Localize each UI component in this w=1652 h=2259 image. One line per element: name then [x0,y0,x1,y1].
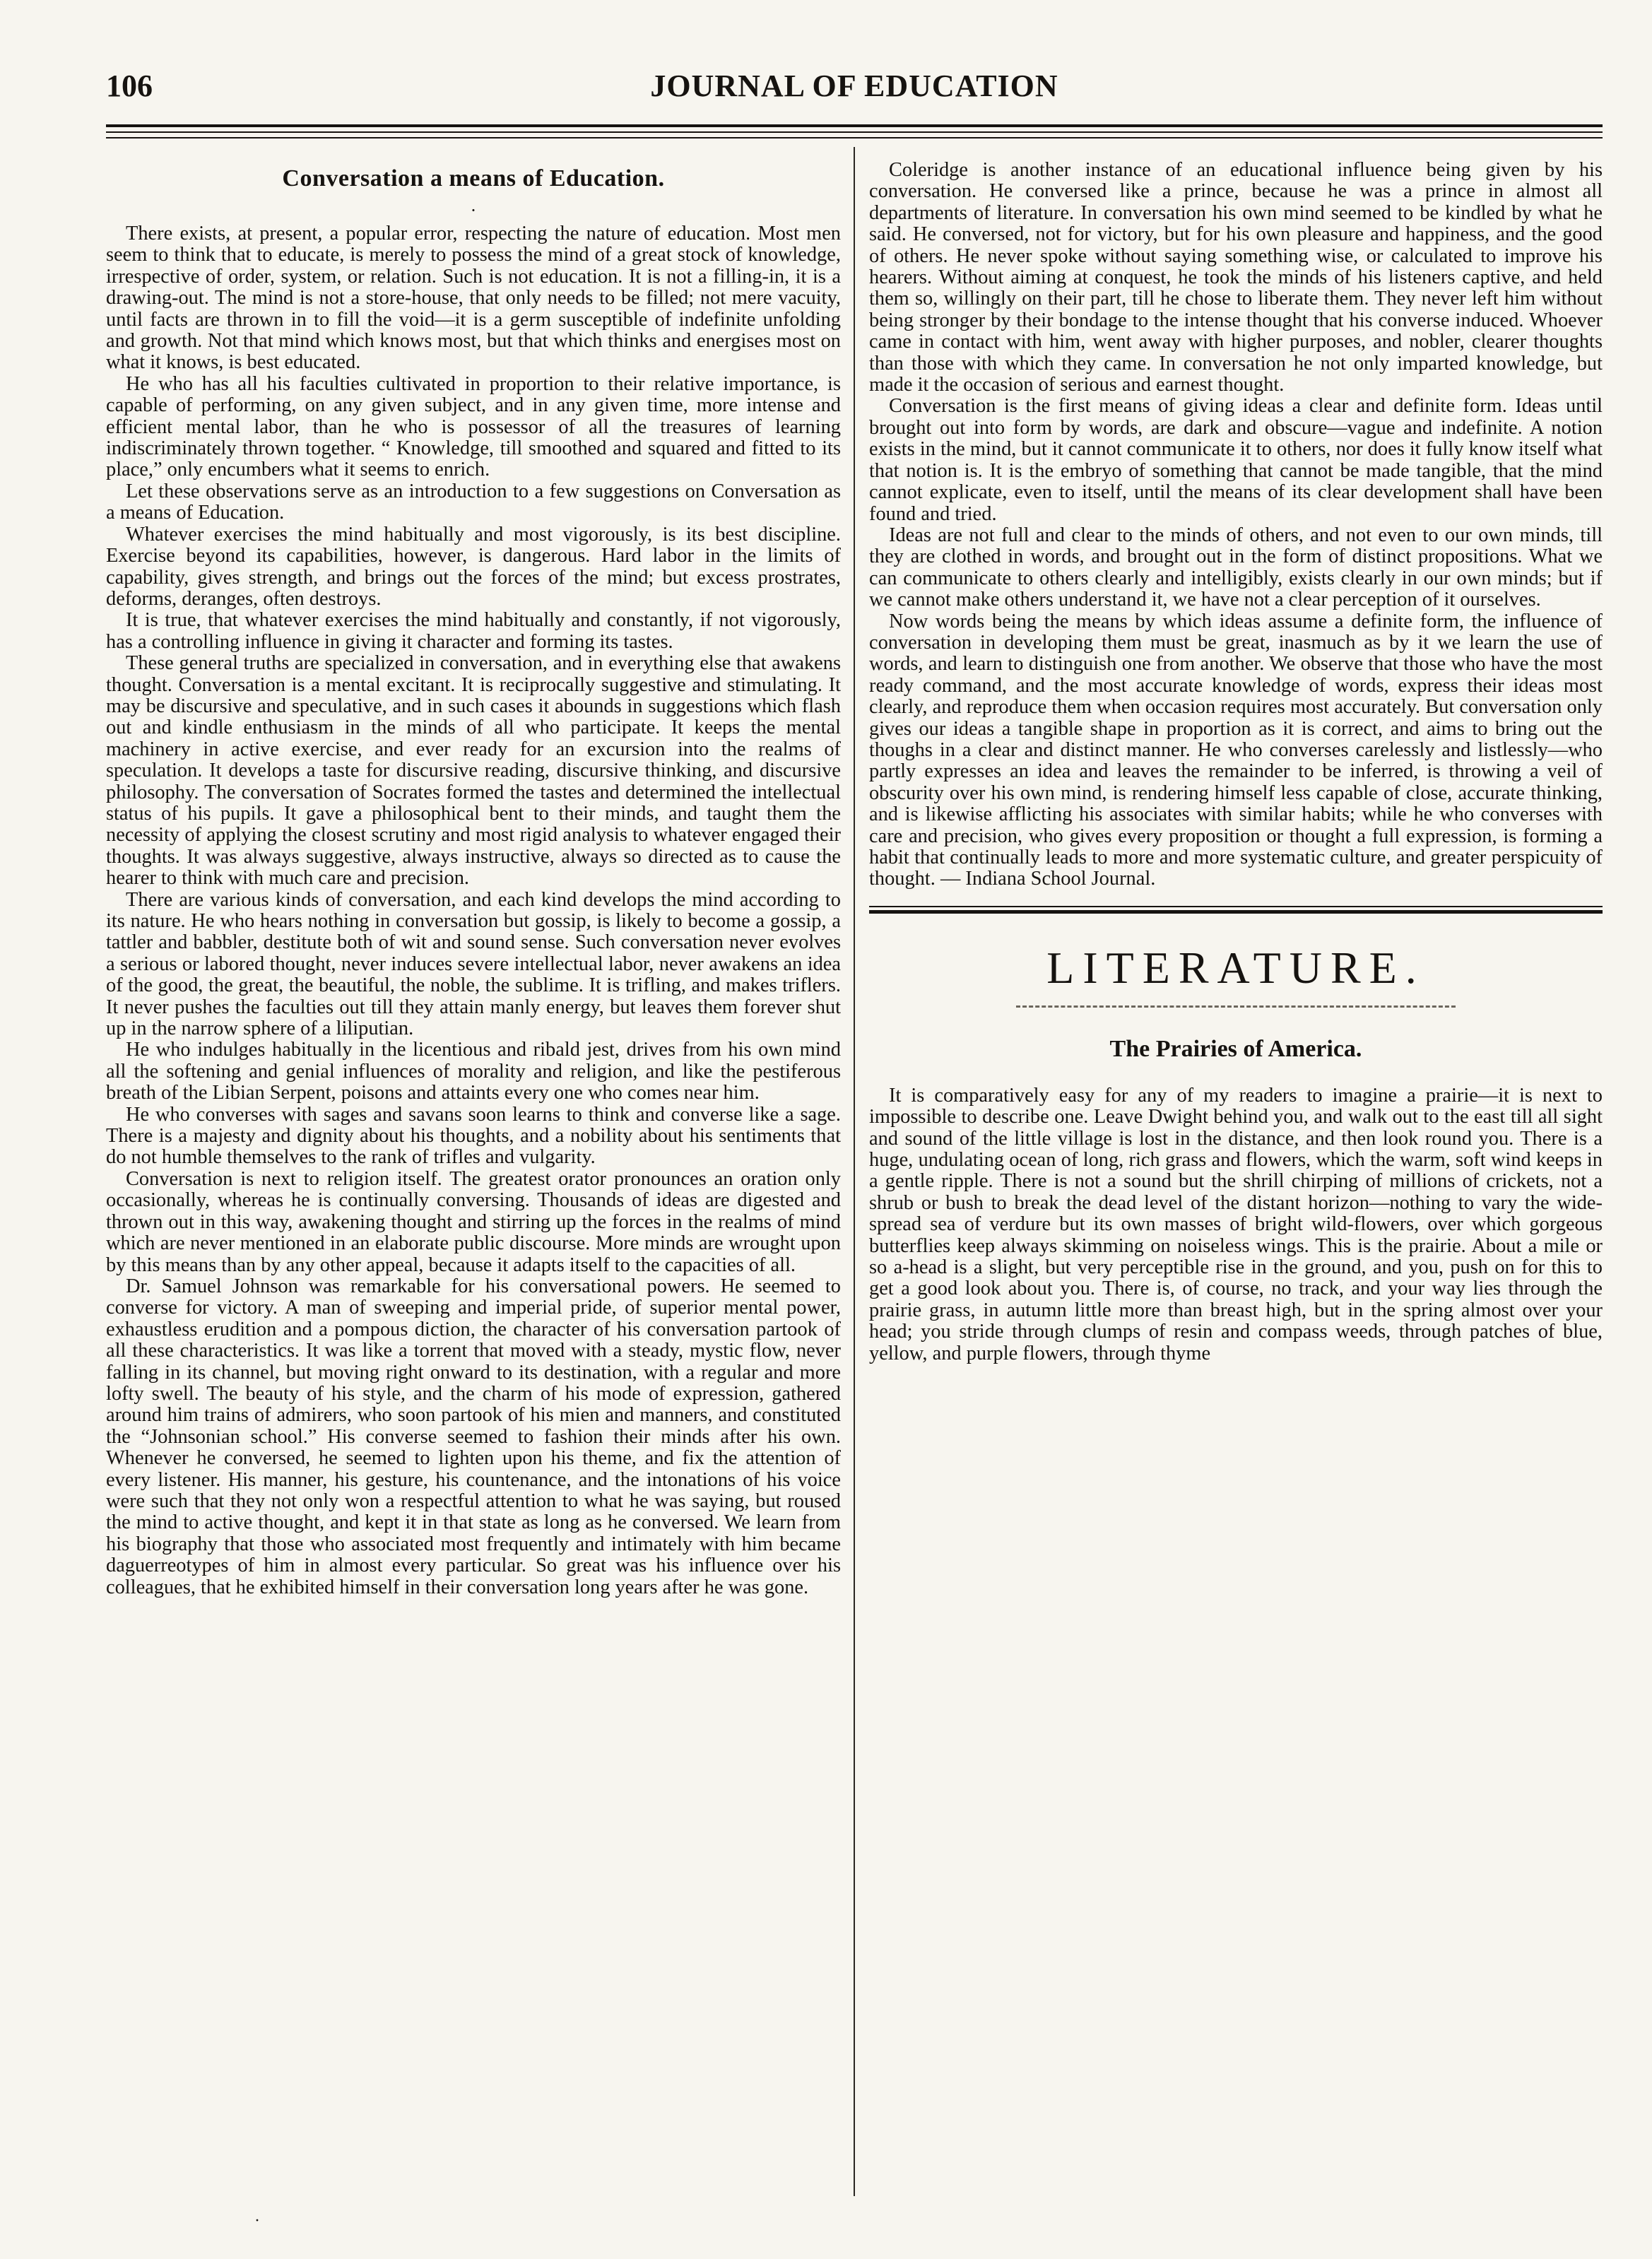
article-paragraph: Conversation is next to religion itself. The greatest orator pronounces an oration only occasionally, whereas he is continually conversing. Thousands of ideas are digested and thrown out in this way, awakening thought and stirring up the forces in the realms of mind which are never mentioned in an elaborate public discourse. More minds are wrought upon by this means than by any other appeal, because it adapts itself to the capacities of all. [106,1167,841,1276]
journal-page [106,68,1603,2216]
article-paragraph: He who converses with sages and savans soon learns to think and converse like a sage. There is a majesty and dignity about his thoughts, and a nobility about his sentiments that do not humble themselves to the rank of trifles and vulgarity. [106,1103,841,1169]
header-rule [106,124,1603,127]
article-paragraph: Conversation is the first means of giving ideas a clear and definite form. Ideas until brought out into form by words, are dark and obscure—vague and indefinite. A notion exists in the mind, but it cannot communicate it to others, nor does it fully know itself what that notion is. It is the embryo of something that cannot be made tangible, that the mind cannot explicate, even to itself, until the means of its clear development shall have been found and tried. [869,395,1603,525]
header-rule [106,131,1603,133]
right-column [869,160,1603,2195]
article-paragraph: Whatever exercises the mind habitually and most vigorously, is its best discipline. Exercise beyond its capabilities, however, is dangerous. Hard labor in the limits of capability, gives strength, and brings out the forces of the mind; but excess prostrates, deforms, deranges, often destroys. [106,523,841,610]
article-paragraph: These general truths are specialized in conversation, and in everything else that awakens thought. Conversation is a mental excitant. It is reciprocally suggestive and stimulating. It may be discursive and speculative, and in such cases it abounds in suggestions which flash out and kindle enthusiasm in the minds of all who participate. It keeps the mental machinery in active exercise, and ever ready for an excursion into the realms of speculation. It develops a taste for discursive reading, discursive thinking, and discursive philosophy. The conversation of Socrates formed the tastes and determined the intellectual status of his pupils. It gave a philosophical bent to their minds, and taught them the necessity of applying the closest scrutiny and most rigid analysis to whatever engaged their thoughts. It was always suggestive, always instructive, always so directed as to cause the hearer to think with much care and precision. [106,652,841,890]
article-paragraph: Dr. Samuel Johnson was remarkable for his conversational powers. He seemed to converse for victory. A man of sweeping and imperial pride, of superior mental power, exhaustless erudition and a pompous diction, the character of his conversation partook of all these characteristics. It was like a torrent that moved with a steady, mystic flow, never falling in its channel, but moving right onward to its destination, with a regular and more lofty swell. The beauty of his style, and the charm of his mode of expression, gathered around him trains of admirers, who soon partook of his mien and manners, and constituted the “Johnsonian school.” His converse seemed to fashion their minds after his own. Whenever he conversed, he seemed to lighten upon his theme, and fix the attention of every listener. His manner, his gesture, his countenance, and the intonations of his voice were such that they not only won a respectful attention to what he was saying, but roused the mind to active thought, and kept it in that state as long as he conversed. We learn from his biography that those who associated most frequently and intimately with him became daguerreotypes of him in almost every particular. So great was his influence over his colleagues, that he exhibited himself in their conversation long years after he was gone. [106,1275,841,1598]
article-title: Conversation a means of Education. [282,165,665,191]
article-paragraph: It is comparatively easy for any of my readers to imagine a prairie—it is next to impossible to describe one. Leave Dwight behind you, and walk out to the east till all sight and sound of the little village is lost in the distance, and then look round you. There is a huge, undulating ocean of long, rich grass and flowers, which the warm, soft wind keeps in a gentle ripple. There is not a sound but the shrill chirping of millions of crickets, not a shrub or bush to break the dead level of the distant horizon—nothing to vary the wide-spread sea of verdure but its own masses of bright wild-flowers, over which gorgeous butterflies keep always skimming on noiseless wings. This is the prairie. About a mile or so a-head is a slight, but very perceptible rise in the ground, and you, push on for this to get a good look about you. There is, of course, no track, and your way lies through the prairie grass, in autumn little more than breast high, but in the spring almost over your head; you stride through clumps of resin and compass weeds, through patches of blue, yellow, and purple flowers, through thyme [869,1084,1603,1364]
article-title: The Prairies of America. [1109,1035,1362,1062]
article-paragraph: There are various kinds of conversation, and each kind develops the mind according to its nature. He who hears nothing in conversation but gossip, is likely to become a gossip, a tattler and babbler, destitute both of wit and sound sense. Such conversation never evolves a serious or labored thought, never induces severe intellectual labor, never awakens an idea of the good, the great, the beautiful, the noble, the sublime. It is trifling, and makes triflers. It never pushes the faculties out till they attain manly energy, but leaves them forever shut up in the narrow sphere of a liliputian. [106,888,841,1040]
article-paragraph: It is true, that whatever exercises the mind habitually and constantly, if not vigorously, has a controlling influence in giving it character and forming its tastes. [106,609,841,653]
article-paragraph: He who has all his faculties cultivated in proportion to their relative importance, is capable of performing, on any given subject, and in any given time, more intense and efficient mental labor, than he who is possessor of all the treasures of learning indiscriminately thrown together. “ Knowledge, till smoothed and squared and fitted to its place,” only encumbers what it seems to enrich. [106,372,841,481]
dashed-rule [1016,1005,1456,1008]
page-header [106,68,1603,124]
section-rule [869,910,1603,914]
left-column [106,160,841,2195]
section-heading: LITERATURE. [1046,942,1425,993]
article-paragraph: Let these observations serve as an introduction to a few suggestions on Conversation as a means of Education. [106,480,841,524]
ink-dot: · [254,2212,260,2230]
ornament-dot: · [470,200,477,220]
page-number: 106 [106,69,153,103]
article-paragraph: There exists, at present, a popular error, respecting the nature of education. Most men seem to think that to educate, is merely to possess the mind of a great stock of knowledge, irrespective of order, system, or relation. Such is not education. It is not a filling-in, it is a drawing-out. The mind is not a store-house, that only needs to be filled; not mere vacuity, until facts are thrown in to fill the void—it is a germ susceptible of indefinite unfolding and growth. Not that mind which knows most, but that which thinks and energises most on what it knows, is best educated. [106,223,841,374]
article-paragraph: Now words being the means by which ideas assume a definite form, the influence of conversation in developing them must be great, inasmuch as by it we learn the use of words, and learn to distinguish one from another. We observe that those who have the most ready command, and the most accurate knowledge of words, express their ideas most clearly, and reproduce them when occasion requires most accurately. But conversation only gives our ideas a tangible shape in proportion as it is correct, and aims to bring out the thoughs in a clear and distinct manner. He who converses carelessly and listlessly—who partly expresses an idea and leaves the remainder to be inferred, is throwing a veil of obscurity over his own mind, is rendering himself less capable of close, accurate thinking, and is likewise afflicting his associates with similar habits; while he who converses with care and precision, who gives every proposition or thought a full expression, is forming a habit that continually leads to more and more systematic culture, and greater perspicuity of thought. — Indiana School Journal. [869,610,1603,890]
column-divider [854,147,855,2196]
section-rule [869,906,1603,907]
article-paragraph: Coleridge is another instance of an educational influence being given by his conversation. He conversed like a prince, because he was a prince in almost all departments of literature. In conversation his own mind seemed to be kindled by what he said. He conversed, not for victory, but for his own pleasure and happiness, and the good of others. He never spoke without saying something wise, or calculated to improve his hearers. Without aiming at conquest, he took the minds of his listeners captive, and held them so, willingly on their part, till he chose to liberate them. They never left him without being stronger by their bondage to the intense thought that his converse induced. Whoever came in contact with him, went away with higher purposes, and nobler, clearer thoughts than those with which they came. In conversation he not only imparted knowledge, but made it the occasion of serious and earnest thought. [869,160,1603,396]
article-paragraph: Ideas are not full and clear to the minds of others, and not even to our own minds, till they are clothed in words, and brought out in the form of distinct propositions. What we can communicate to others clearly and intelligibly, exists clearly in our own minds; but if we cannot make others understand it, we have not a clear perception of it ourselves. [869,524,1603,611]
journal-title: JOURNAL OF EDUCATION [650,69,1058,103]
article-paragraph: He who indulges habitually in the licentious and ribald jest, drives from his own mind all the softening and genial influences of morality and religion, and like the pestiferous breath of the Libian Serpent, poisons and attaints every one who comes near him. [106,1039,841,1104]
header-rule [106,137,1603,138]
